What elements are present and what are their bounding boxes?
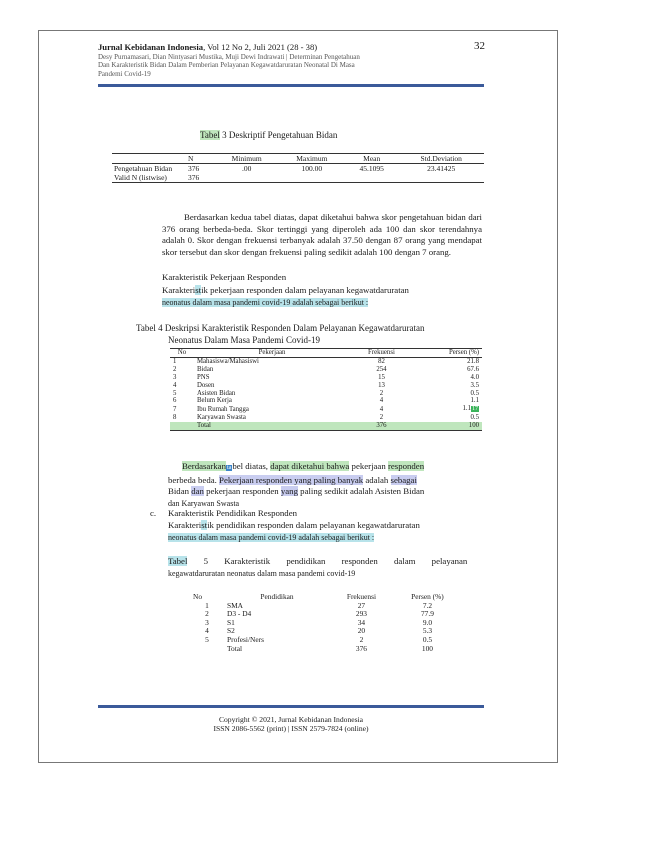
table5-col-education: Pendidikan [260, 592, 294, 601]
table4-cell: 3.5 [470, 381, 479, 389]
occupation-intro-line2-text: neonatus dalam masa pandemi covid-19 adalah sebagai berikut : [162, 298, 369, 307]
table4-cell [170, 422, 194, 430]
annotation-tag: 17 [472, 406, 478, 413]
table3-cell [345, 173, 398, 183]
table5-cell: D3 - D4 [227, 609, 252, 619]
table5-total-label: Total [227, 643, 243, 653]
table4-cell: 15 [378, 373, 385, 381]
authors-line-3: Pandemi Covid-19 [98, 69, 151, 78]
table4-caption-line1: Tabel 4 Deskripsi Karakteristik Responden Dalam Pelayanan Kegawatdaruratan [136, 323, 425, 333]
section-c-title: Karakteristik Pendidikan Responden [168, 508, 297, 518]
para2-line2 [168, 475, 484, 487]
page-number: 32 [474, 40, 485, 52]
table4-cell: Mahasiswa/Mahasiswi [197, 357, 259, 365]
para2-line3e: paling sedikit adalah Asisten Bidan [297, 486, 425, 497]
table5-col-no: No [193, 592, 203, 601]
table4-col-no: No [177, 349, 187, 356]
table5 [190, 593, 462, 653]
table4-cell: 7 [173, 405, 177, 413]
table5-col-frequency: Frekuensi [346, 592, 377, 601]
table4-cell: Asisten Bidan [197, 389, 236, 397]
table3-cell [279, 173, 345, 183]
table4-cell [413, 405, 482, 414]
table5-cell: 77.9 [420, 609, 434, 619]
table5-cell: 2 [359, 634, 364, 644]
table4-caption-line2: Neonatus Dalam Masa Pandemi Covid-19 [168, 335, 320, 345]
table4-cell: 8 [173, 414, 177, 422]
table5-cell: 27 [357, 600, 366, 610]
para2-line3b: dan [191, 486, 204, 497]
table5-cell: 9.0 [422, 617, 433, 627]
table3-caption-text: 3 Deskriptif Pengetahuan Bidan [219, 130, 338, 140]
table4-cell: 13 [378, 381, 385, 389]
table4-cell: 0.5 [470, 414, 479, 422]
table5-total-row [190, 645, 462, 654]
table-row [170, 382, 482, 390]
table-row [112, 164, 484, 174]
table5-cell: 5 [205, 634, 209, 644]
para2-line4: dan Karyawan Swasta [168, 498, 240, 508]
para2-c: dapat diketahui bahwa [270, 461, 350, 471]
para2-line3c: pekerjaan responden [203, 486, 281, 497]
table4-cell: 2 [173, 365, 177, 373]
education-intro-line2 [168, 532, 374, 544]
table-row [170, 405, 482, 414]
table4-cell: 4.0 [470, 373, 479, 381]
table5-col-percent: Persen (%) [411, 592, 444, 601]
table4-cell: 4 [379, 397, 384, 405]
table-row [170, 414, 482, 422]
journal-header [98, 42, 317, 52]
table5-cell: 3 [205, 617, 209, 627]
table4-cell: 0.5 [470, 389, 479, 397]
annotation-tag: ta [226, 465, 232, 471]
issn-line: ISSN 2086-5562 (print) | ISSN 2579-7824 (online) [213, 724, 369, 734]
table3-caption [200, 130, 337, 140]
table3-cell: 45.1095 [359, 164, 384, 173]
table4-cell: Karyawan Swasta [197, 414, 246, 422]
authors-line [98, 53, 482, 78]
table4-cell: 21.8 [467, 357, 479, 365]
table5-caption-text: 5 Karakteristik pendidikan responden dalam pelayanan [187, 556, 468, 566]
table4-cell: 3 [173, 373, 177, 381]
table3-col-2: Minimum [231, 154, 262, 163]
table3 [112, 153, 484, 183]
table3-cell: 376 [188, 173, 200, 182]
occupation-intro-a: Karakteri [162, 285, 196, 295]
table4 [170, 348, 482, 431]
table3-cell [215, 173, 279, 183]
table4-col-occupation: Pekerjaan [258, 349, 286, 356]
subheading-occupation: Karakteristik Pekerjaan Responden [162, 272, 287, 282]
para2-line3a: Bidan [168, 486, 192, 497]
table3-col-0 [112, 154, 186, 164]
table5-caption [168, 556, 484, 568]
table5-cell: S2 [227, 626, 235, 636]
table5-cell: 7.2 [422, 600, 433, 610]
table3-cell: .00 [242, 164, 252, 173]
table4-cell: 6 [173, 397, 177, 405]
table4-total-row [170, 422, 482, 430]
table3-col-3: Maximum [296, 154, 328, 163]
table3-cell: Valid N (listwise) [114, 173, 167, 182]
table4-col-frequency: Frekuensi [368, 349, 395, 356]
table4-cell: Belum Kerja [197, 397, 232, 405]
para2-line2c: adalah [363, 474, 391, 485]
table3-cell: 376 [188, 164, 200, 173]
para2-d: pekerjaan [349, 461, 388, 471]
table3-col-1: N [188, 154, 194, 163]
education-intro-tag: st [201, 520, 208, 530]
para2-b: bel diatas, [232, 461, 271, 471]
table4-cell: 4 [379, 405, 384, 413]
para2-line2d: sebagai [390, 474, 417, 485]
table5-caption-line2: kegawatdaruratan neonatus dalam masa pandemi covid-19 [168, 569, 356, 578]
copyright-line: Copyright © 2021, Jurnal Kebidanan Indonesia [218, 715, 364, 724]
para2-line2b: Pekerjaan responden yang paling banyak [219, 474, 364, 485]
authors-line-1: Desy Purnamasari, Dian Nintyasari Mustika, Muji Dewi Indrawati | Determinan Pengetahuan [98, 53, 360, 61]
table4-cell: Bidan [197, 365, 214, 373]
table4-cell: 2 [379, 414, 384, 422]
table4-cell: 5 [173, 389, 177, 397]
table5-cell: Profesi/Ners [227, 634, 264, 644]
table5-cell: 34 [357, 617, 366, 627]
table4-cell: 1.1 [470, 397, 479, 405]
para2-line3 [168, 486, 484, 498]
paragraph-occupation-summary [168, 461, 484, 509]
journal-title: Jurnal Kebidanan Indonesia [98, 42, 204, 52]
header-rule [98, 84, 484, 87]
table4-cell: 2 [379, 389, 384, 397]
table4-cell: Dosen [197, 381, 215, 389]
table3-cell: 23.41425 [427, 164, 456, 173]
education-intro-line2-text: neonatus dalam masa pandemi covid-19 adalah sebagai berikut : [168, 533, 375, 542]
table5-cell: 293 [355, 609, 367, 619]
table3-header-row [112, 154, 484, 164]
table4-total-label: Total [197, 422, 211, 430]
table5-total-pct: 100 [421, 643, 433, 653]
table4-total-pct: 100 [468, 422, 479, 430]
table4-cell: Ibu Rumah Tangga [197, 405, 249, 413]
table4-cell: 82 [378, 357, 385, 365]
table3-cell: 100.00 [301, 164, 323, 173]
table4-total-freq: 376 [376, 422, 387, 430]
table4-cell: PNS [197, 373, 210, 381]
table5-cell: 20 [357, 626, 366, 636]
occupation-intro-tag: st [195, 285, 202, 295]
table3-caption-label: Tabel [200, 130, 220, 140]
para2-line1 [168, 461, 484, 475]
education-intro-a: Karakteri [168, 520, 202, 530]
table5-cell: SMA [227, 600, 244, 610]
table5-cell: 4 [205, 626, 209, 636]
table5-cell: S1 [227, 617, 235, 627]
table4-cell: 254 [376, 365, 387, 373]
occupation-intro-b: ik pekerjaan responden dalam pelayanan kegawatdaruratan [201, 285, 409, 295]
table4-cell: 1 [173, 357, 177, 365]
table-row [170, 397, 482, 405]
journal-citation: , Vol 12 No 2, Juli 2021 (28 - 38) [203, 42, 318, 52]
table5-total-freq: 376 [355, 643, 367, 653]
table5-cell: 2 [205, 609, 209, 619]
table4-cell-value: 1.1 [462, 405, 471, 413]
section-c-marker: c. [150, 508, 157, 518]
table-row [170, 390, 482, 398]
occupation-intro-line2 [162, 297, 368, 309]
table4-cell: 4 [173, 381, 177, 389]
table5-cell: 5.3 [422, 626, 433, 636]
table5-cell: 1 [205, 600, 209, 610]
table3-col-4: Mean [363, 154, 381, 163]
table4-header-row [170, 349, 482, 358]
para2-line3d: yang [280, 486, 298, 497]
table-row [170, 366, 482, 374]
table3-cell: Pengetahuan Bidan [114, 164, 173, 173]
para2-a: Berdasarkan [182, 461, 226, 471]
table4-col-percent: Persen (%) [448, 349, 479, 356]
footer-rule [98, 705, 484, 708]
education-intro [168, 520, 484, 532]
table4-cell: 67.6 [467, 365, 479, 373]
table-row [112, 173, 484, 183]
paragraph-knowledge-scores: Berdasarkan kedua tabel diatas, dapat diketahui bahwa skor pengetahuan bidan dari 376 orang berbeda-beda. Skor tertinggi yang diperoleh ada 100 dan skor terendahnya adalah 0. Skor dengan frekuensi terbanyak adalah 37.50 dengan 87 orang yang mendapat skor tersebut dan skor dengan frekuensi paling sedikit adalah 100 dengan 7 orang. [162, 212, 482, 257]
para2-e: responden [387, 461, 425, 471]
table3-cell [398, 173, 484, 183]
table3-col-5: Std.Deviation [420, 154, 462, 163]
table5-caption-label: Tabel [168, 556, 188, 566]
para2-line2a: berbeda beda. [168, 474, 220, 485]
page-footer [98, 715, 484, 734]
table5-cell [190, 645, 224, 654]
table5-cell: 0.5 [422, 634, 433, 644]
table-row [170, 374, 482, 382]
table-row [170, 357, 482, 365]
education-intro-b: ik pendidikan responden dalam pelayanan kegawatdaruratan [207, 520, 420, 530]
authors-line-2: Dan Karakteristik Bidan Dalam Pemberian Pelayanan Kegawatdaruratan Neonatal Di Masa [98, 61, 355, 70]
occupation-intro [162, 285, 482, 297]
